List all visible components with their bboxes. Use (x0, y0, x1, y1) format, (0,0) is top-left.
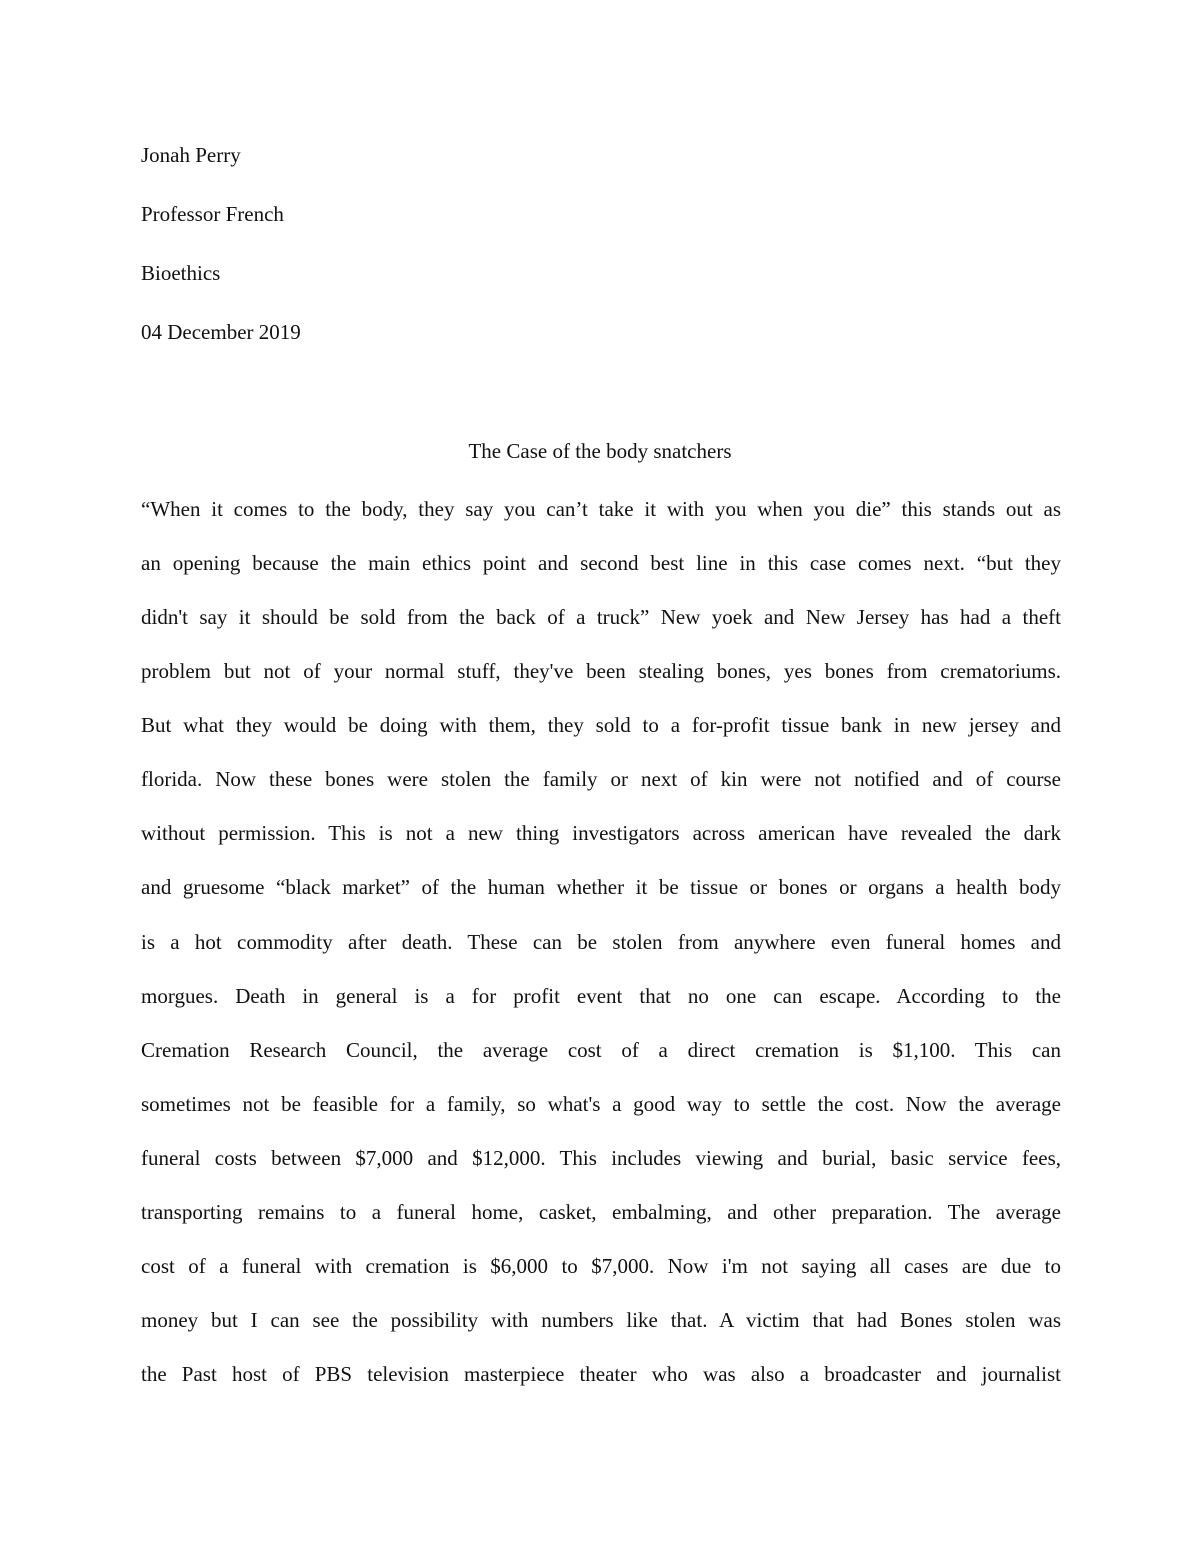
body-line: transporting remains to a funeral home, casket, embalming, and other preparation. The average (141, 1200, 1061, 1224)
body-line: the Past host of PBS television masterpiece theater who was also a broadcaster and journalist (141, 1362, 1061, 1386)
body-line: Cremation Research Council, the average cost of a direct cremation is $1,100. This can (141, 1038, 1061, 1062)
body-line: sometimes not be feasible for a family, so what's a good way to settle the cost. Now the average (141, 1092, 1061, 1116)
body-line: morgues. Death in general is a for profit event that no one can escape. According to the (141, 984, 1061, 1008)
document-title: The Case of the body snatchers (468, 439, 732, 463)
body-line: and gruesome “black market” of the human whether it be tissue or bones or organs a health body (141, 875, 1061, 899)
body-line: florida. Now these bones were stolen the family or next of kin were not notified and of course (141, 767, 1061, 791)
course-name: Bioethics (141, 261, 221, 285)
professor-name: Professor French (141, 202, 284, 226)
document-date: 04 December 2019 (141, 320, 301, 344)
body-line: is a hot commodity after death. These can be stolen from anywhere even funeral homes and (141, 930, 1061, 954)
body-line: “When it comes to the body, they say you can’t take it with you when you die” this stands out as (141, 497, 1061, 521)
author-name: Jonah Perry (141, 143, 241, 167)
body-line: problem but not of your normal stuff, they've been stealing bones, yes bones from crematoriums. (141, 659, 1061, 683)
body-line: funeral costs between $7,000 and $12,000. This includes viewing and burial, basic service fees, (141, 1146, 1061, 1170)
body-line: an opening because the main ethics point and second best line in this case comes next. “but they (141, 551, 1061, 575)
body-line: But what they would be doing with them, they sold to a for-profit tissue bank in new jersey and (141, 713, 1061, 737)
body-line: cost of a funeral with cremation is $6,000 to $7,000. Now i'm not saying all cases are due to (141, 1254, 1061, 1278)
body-line: money but I can see the possibility with numbers like that. A victim that had Bones stolen was (141, 1308, 1061, 1332)
body-line: without permission. This is not a new thing investigators across american have revealed the dark (141, 821, 1061, 845)
body-line: didn't say it should be sold from the back of a truck” New yoek and New Jersey has had a theft (141, 605, 1061, 629)
